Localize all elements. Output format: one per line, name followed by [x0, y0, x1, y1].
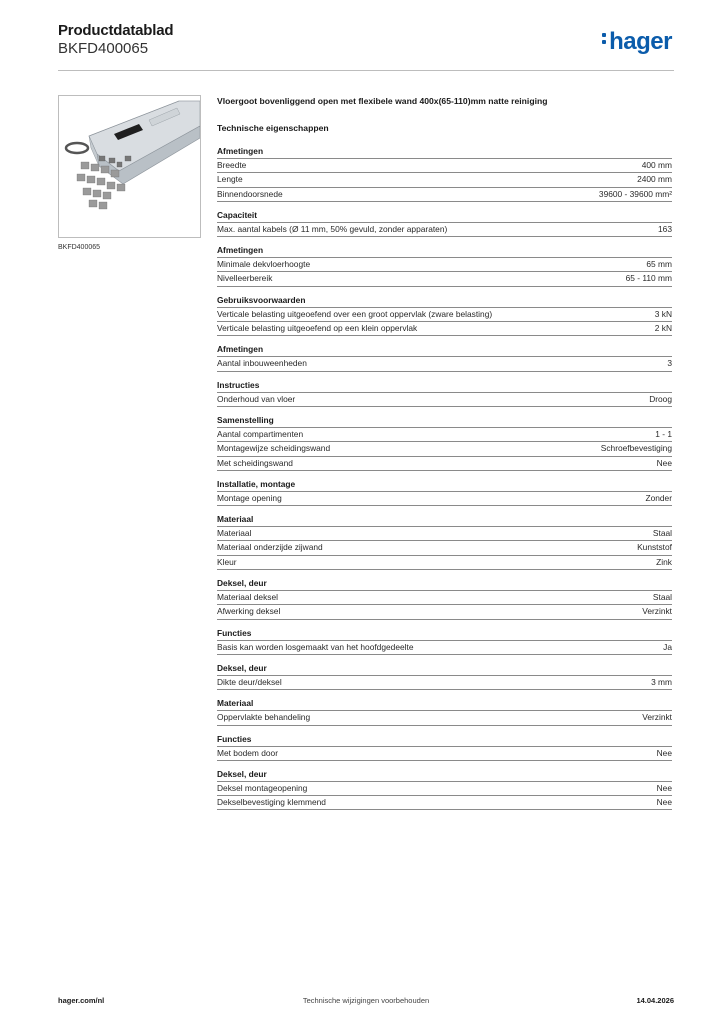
property-value: 1 - 1	[655, 428, 672, 439]
page-header	[58, 22, 674, 71]
property-label: Materiaal onderzijde zijwand	[217, 542, 323, 553]
section-title: Afmetingen	[217, 343, 672, 357]
property-label: Onderhoud van vloer	[217, 393, 296, 404]
property-section	[217, 294, 672, 337]
property-section	[217, 343, 672, 371]
section-title: Materiaal	[217, 697, 672, 711]
product-description: Vloergoot bovenliggend open met flexibele wand 400x(65-110)mm natte reiniging	[217, 96, 548, 106]
property-label: Aantal compartimenten	[217, 428, 304, 439]
property-row	[217, 676, 672, 690]
section-title: Gebruiksvoorwaarden	[217, 294, 672, 308]
property-row	[217, 556, 672, 570]
property-sections	[217, 145, 672, 810]
property-section	[217, 662, 672, 690]
section-title: Afmetingen	[217, 244, 672, 258]
property-section	[217, 209, 672, 237]
section-title: Functies	[217, 733, 672, 747]
property-row	[217, 188, 672, 202]
property-section	[217, 145, 672, 202]
property-value: Zink	[656, 556, 672, 567]
property-value: Verzinkt	[642, 606, 672, 617]
property-value: Schroefbevestiging	[600, 443, 672, 454]
property-value: 39600 - 39600 mm²	[598, 188, 672, 199]
property-row	[217, 159, 672, 173]
property-section	[217, 697, 672, 725]
property-row	[217, 541, 672, 555]
property-value: Droog	[649, 393, 672, 404]
property-row	[217, 173, 672, 187]
property-label: Basis kan worden losgemaakt van het hoofdgedeelte	[217, 641, 414, 652]
property-label: Afwerking deksel	[217, 606, 281, 617]
property-section	[217, 244, 672, 287]
property-value: 3	[667, 358, 672, 369]
property-section	[217, 414, 672, 471]
property-label: Montagewijze scheidingswand	[217, 443, 331, 454]
property-label: Aantal inbouweenheden	[217, 358, 307, 369]
property-label: Oppervlakte behandeling	[217, 712, 311, 723]
property-section	[217, 627, 672, 655]
section-title: Afmetingen	[217, 145, 672, 159]
property-value: Kunststof	[637, 542, 672, 553]
property-row	[217, 442, 672, 456]
section-title: Deksel, deur	[217, 577, 672, 591]
section-title: Deksel, deur	[217, 768, 672, 782]
property-value: Staal	[652, 528, 672, 539]
footer-date: 14.04.2026	[636, 996, 674, 1005]
property-label: Materiaal	[217, 528, 252, 539]
property-row	[217, 492, 672, 506]
property-value: 163	[658, 223, 672, 234]
property-value: Staal	[652, 592, 672, 603]
property-row	[217, 428, 672, 442]
page-title: Productdatablad	[58, 22, 174, 39]
property-label: Dikte deur/deksel	[217, 676, 282, 687]
property-row	[217, 711, 672, 725]
property-label: Deksel montageopening	[217, 782, 308, 793]
property-label: Montage opening	[217, 492, 282, 503]
logo-text: hager	[609, 28, 672, 55]
property-row	[217, 457, 672, 471]
property-section	[217, 577, 672, 620]
property-value: 400 mm	[641, 160, 672, 170]
product-image	[58, 95, 201, 238]
property-value: 65 - 110 mm	[625, 273, 672, 284]
property-row	[217, 357, 672, 371]
property-label: Nivelleerbereik	[217, 273, 273, 284]
hager-logo	[602, 28, 672, 56]
property-value: Nee	[656, 747, 672, 758]
property-value: Zonder	[645, 492, 672, 503]
property-section	[217, 768, 672, 811]
property-row	[217, 308, 672, 322]
property-label: Dekselbevestiging klemmend	[217, 797, 326, 808]
technical-properties-title: Technische eigenschappen	[217, 123, 329, 133]
section-title: Samenstelling	[217, 414, 672, 428]
property-value: 3 kN	[654, 308, 672, 319]
product-details	[217, 95, 672, 817]
property-value: Ja	[663, 641, 672, 652]
property-label: Breedte	[217, 160, 247, 170]
property-section	[217, 513, 672, 570]
property-label: Verticale belasting uitgeoefend op een klein oppervlak	[217, 323, 418, 334]
section-title: Materiaal	[217, 513, 672, 527]
property-section	[217, 478, 672, 506]
property-row	[217, 258, 672, 272]
property-row	[217, 782, 672, 796]
property-value: 65 mm	[646, 259, 672, 270]
property-label: Minimale dekvloerhoogte	[217, 259, 311, 270]
property-value: 2400 mm	[637, 174, 672, 185]
property-label: Verticale belasting uitgeoefend over een groot oppervlak (zware belasting)	[217, 308, 493, 319]
section-title: Capaciteit	[217, 209, 672, 223]
property-label: Lengte	[217, 174, 243, 185]
logo-dots-icon	[602, 30, 607, 47]
property-row	[217, 322, 672, 336]
property-row	[217, 796, 672, 810]
property-row	[217, 393, 672, 407]
property-row	[217, 272, 672, 286]
section-title: Installatie, montage	[217, 478, 672, 492]
property-row	[217, 605, 672, 619]
property-value: 2 kN	[654, 323, 672, 334]
section-title: Instructies	[217, 379, 672, 393]
property-value: Nee	[656, 782, 672, 793]
property-section	[217, 733, 672, 761]
property-label: Kleur	[217, 556, 237, 567]
property-label: Met bodem door	[217, 747, 278, 758]
property-row	[217, 747, 672, 761]
property-label: Max. aantal kabels (Ø 11 mm, 50% gevuld, zonder apparaten)	[217, 223, 448, 234]
property-value: Verzinkt	[642, 712, 672, 723]
property-row	[217, 223, 672, 237]
property-value: Nee	[656, 457, 672, 468]
property-value: 3 mm	[651, 676, 672, 687]
property-label: Met scheidingswand	[217, 457, 293, 468]
property-row	[217, 591, 672, 605]
property-row	[217, 641, 672, 655]
footer-disclaimer: Technische wijzigingen voorbehouden	[302, 996, 430, 1005]
floor-duct-illustration	[59, 96, 200, 237]
property-row	[217, 527, 672, 541]
section-title: Deksel, deur	[217, 662, 672, 676]
property-value: Nee	[656, 797, 672, 808]
footer-website-link[interactable]: hager.com/nl	[58, 996, 105, 1005]
product-code: BKFD400065	[58, 40, 149, 57]
property-section	[217, 379, 672, 407]
property-label: Binnendoorsnede	[217, 188, 283, 199]
section-title: Functies	[217, 627, 672, 641]
image-caption: BKFD400065	[58, 244, 101, 251]
property-label: Materiaal deksel	[217, 592, 278, 603]
